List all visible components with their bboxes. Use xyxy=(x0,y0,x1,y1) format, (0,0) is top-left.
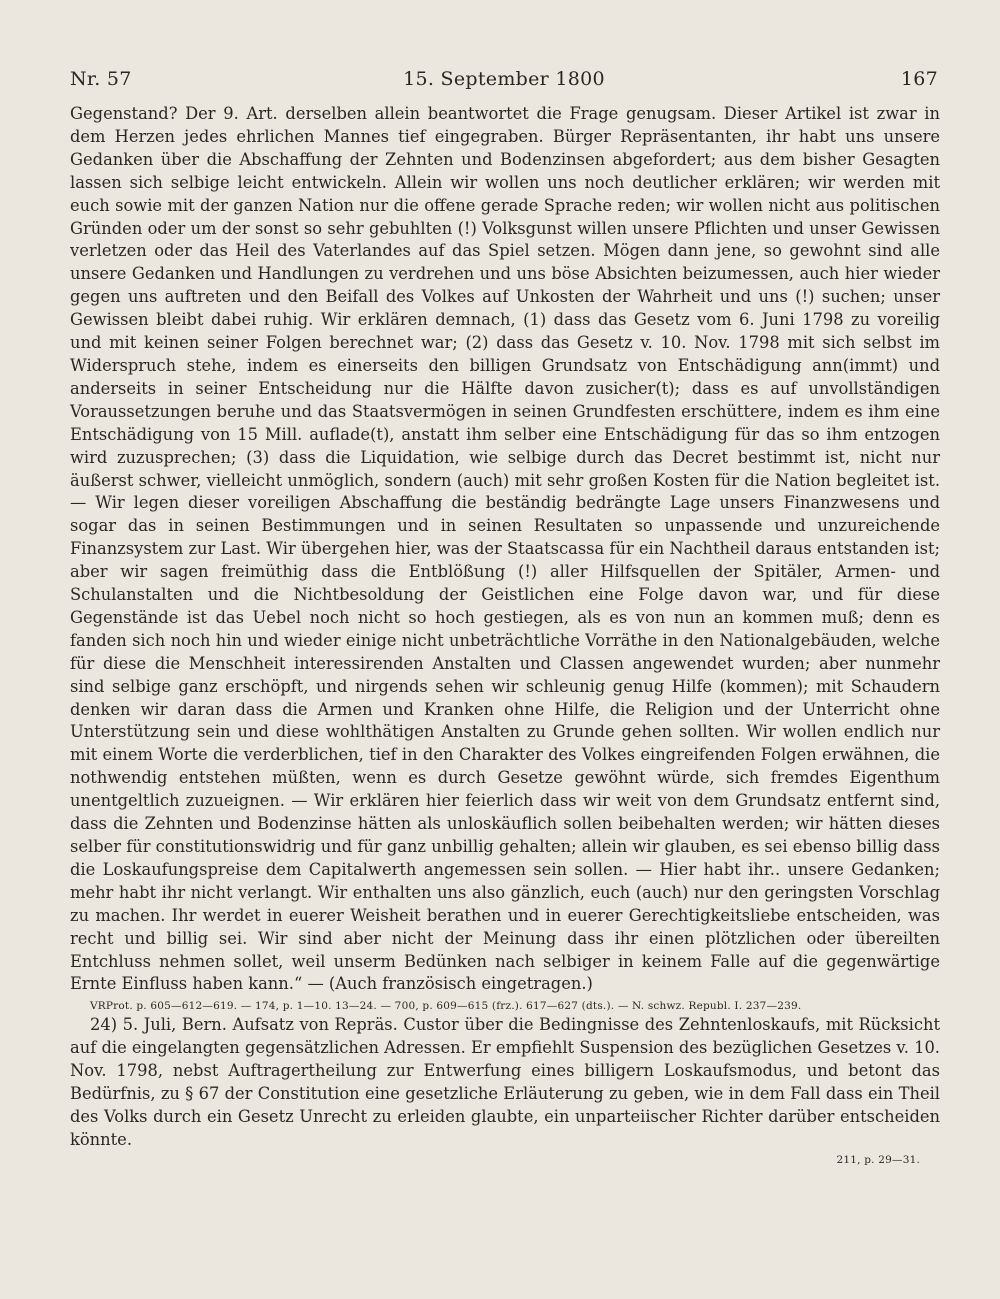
document-number: Nr. 57 xyxy=(70,68,132,90)
main-text xyxy=(70,103,940,1168)
body-paragraph: Gegenstand? Der 9. Art. derselben allein beantwortet die Frage genugsam. Dieser Artikel ist zwar in dem Herzen jedes ehrlichen Mannes tief eingegraben. Bürger Repräsentanten, ihr habt uns unsere Gedanken über die Abschaffung der Zehnten und Bodenzinsen abgefordert; aus dem bisher Gesagten lassen sich selbige leicht entwickeln. Allein wir wollen uns noch deutlicher erklären; wir werden mit euch sowie mit der ganzen Nation nur die offene gerade Sprache reden; wir wollen nicht aus politischen Gründen oder um der sonst so sehr gebuhlten (!) Volksgunst willen unsere Pflichten und unser Gewissen verletzen oder das Heil des Vaterlandes auf das Spiel setzen. Mögen dann jene, so gewohnt sind alle unsere Gedanken und Handlungen zu verdrehen und uns böse Absichten beizumessen, auch hier wieder gegen uns auftreten und den Beifall des Volkes auf Unkosten der Wahrheit und uns (!) suchen; unser Gewissen bleibt dabei ruhig. Wir erklären demnach, (1) dass das Gesetz vom 6. Juni 1798 zu voreilig und mit keinen seiner Folgen berechnet war; (2) dass das Gesetz v. 10. Nov. 1798 mit sich selbst im Widerspruch stehe, indem es einerseits den billigen Grundsatz von Entschädigung ann(immt) und anderseits in seiner Entscheidung nur die Hälfte davon zusicher(t); dass es auf unvollständigen Voraussetzungen beruhe und das Staatsvermögen in seinen Grundfesten erschüttere, indem es ihm eine Entschädigung von 15 Mill. auflade(t), anstatt ihm selber eine Entschädigung für das so ihm entzogen wird zuzusprechen; (3) dass die Liquidation, wie selbige durch das Decret bestimmt ist, nicht nur äußerst schwer, vielleicht unmöglich, sondern (auch) mit sehr großen Kosten für die Nation begleitet ist. — Wir legen dieser voreiligen Abschaffung die beständig bedrängte Lage unsers Finanzwesens und sogar das in seinen Bestimmungen und in seinen Resultaten so unpassende und unzureichende Finanzsystem zur Last. Wir übergehen hier, was der Staatscassa für ein Nachtheil daraus entstanden ist; aber wir sagen freimüthig dass die Entblößung (!) aller Hilfsquellen der Spitäler, Armen- und Schulanstalten und die Nichtbesoldung der Geistlichen eine Folge davon war, und für diese Gegenstände ist das Uebel noch nicht so hoch gestiegen, als es von nun an kommen muß; denn es fanden sich noch hin und wieder einige nicht unbeträchtliche Vorräthe in den Nationalgebäuden, welche für diese die Menschheit interessirenden Anstalten und Classen angewendet wurden; aber nunmehr sind selbige ganz erschöpft, und nirgends sehen wir schleunig genug Hilfe (kommen); mit Schaudern denken wir daran dass die Armen und Kranken ohne Hilfe, die Religion und der Unterricht ohne Unterstützung sein und diese wohlthätigen Anstalten zu Grunde gehen sollten. Wir wollen endlich nur mit einem Worte die verderblichen, tief in den Charakter des Volkes eingreifenden Folgen erwähnen, die nothwendig entstehen müßten, wenn es durch Gesetze gewöhnt würde, sich fremdes Eigenthum unentgeltlich zuzueignen. — Wir erklären hier feierlich dass wir weit von dem Grundsatz entfernt sind, dass die Zehnten und Bodenzinse hätten als unloskäuflich sollen beibehalten werden; wir hätten dieses selber für constitutionswidrig und für ganz unbillig gehalten; allein wir glauben, es sei ebenso billig dass die Loskaufungspreise dem Capitalwerth angemessen sein sollen. — Hier habt ihr.. unsere Gedanken; mehr habt ihr nicht verlangt. Wir enthalten uns also gänzlich, euch (auch) nur den geringsten Vorschlag zu machen. Ihr werdet in euerer Weisheit berathen und in euerer Gerechtigkeitsliebe entscheiden, was recht und billig sei. Wir sind aber nicht der Meinung dass ihr einen plötzlichen oder übereilten Entchluss nehmen sollet, weil unserm Bedünken nach selbiger in keinem Falle auf die gegenwärtige Ernte Einfluss haben kann.“ — (Auch französisch eingetragen.) xyxy=(70,104,940,994)
page-header xyxy=(70,68,938,98)
entry-24-paragraph: 24) 5. Juli, Bern. Aufsatz von Repräs. Custor über die Bedingnisse des Zehntenloskaufs, mit Rücksicht auf die eingelangten gegensätzlichen Adressen. Er empfiehlt Suspension des bezüglichen Gesetzes v. 10. Nov. 1798, nebst Auftragertheilung zur Entwerfung eines billigern Loskaufsmodus, und betont das Bedürfnis, zu § 67 der Constitution eine gesetzliche Erläuterung zu geben, wie in dem Fall dass ein Theil des Volks durch ein Gesetz Unrecht zu erleiden glaubte, ein unparteiischer Richter darüber entscheiden könnte. xyxy=(70,1015,940,1149)
header-date: 15. September 1800 xyxy=(403,68,605,90)
page-number: 167 xyxy=(900,68,938,90)
entry-24-reference: 211, p. 29—31. xyxy=(836,1153,920,1166)
source-citation: VRProt. p. 605—612—619. — 174, p. 1—10. 13—24. — 700, p. 609—615 (frz.). 617—627 (dts.). — N. schwz. Republ. I. 237—239. xyxy=(90,1000,802,1013)
